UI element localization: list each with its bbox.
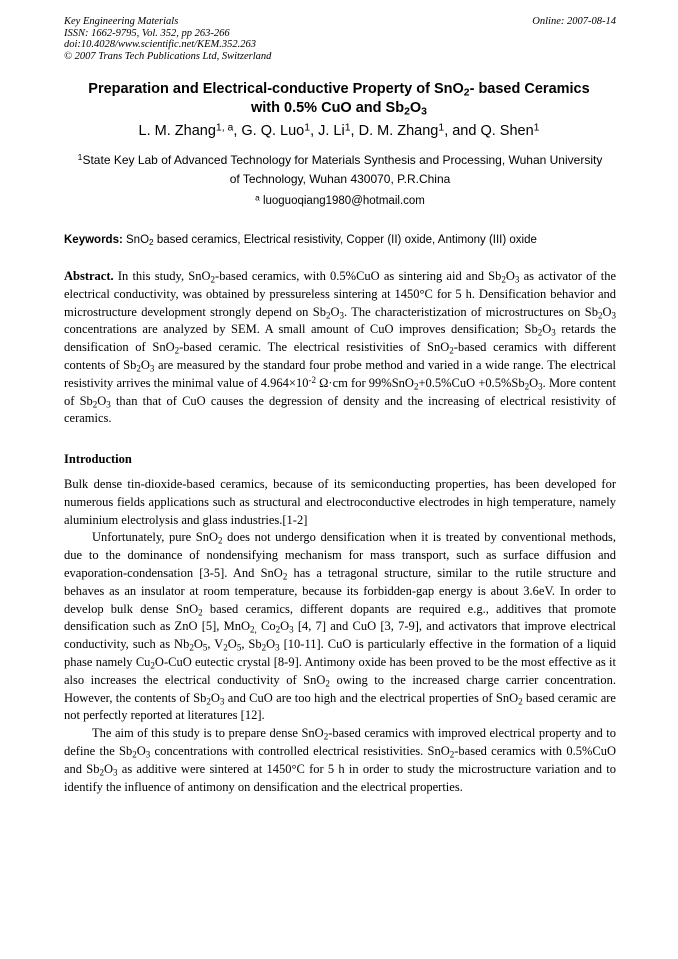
subscript: 2 xyxy=(501,274,506,285)
subscript: 3 xyxy=(113,767,118,777)
keywords: Keywords: SnO$_2$ based ceramics, Electrical resistivity, Copper (II) oxide, Antimony (III) oxide xyxy=(64,234,537,248)
paragraph xyxy=(64,529,616,725)
keywords-label: Keywords: xyxy=(64,234,123,246)
subscript: 3 xyxy=(551,327,556,338)
text-run: O xyxy=(602,304,612,319)
abstract-label: Abstract. xyxy=(64,269,114,283)
text-run: . More content of Sb xyxy=(64,375,616,408)
subscript: 3 xyxy=(611,309,616,320)
corresponding-email xyxy=(64,193,616,209)
author-list xyxy=(40,121,638,141)
title-text: Preparation and Electrical-conductive Property of SnO xyxy=(88,81,464,97)
paragraph: Bulk dense tin-dioxide-based ceramics, because of its semiconducting properties, has been developed for numerous fields applications such as structural and electroconductive electrodes in high temperature, namely aluminium electrolysis and glass industries.[1-2] xyxy=(64,477,616,527)
text-run: does not undergo densification when it is treated by conventional methods, due to the dominance of nondensifying mechanism for mass transport, such as surface diffusion and evaporation-condensation [3-5]. And SnO xyxy=(64,530,616,580)
email-address: luoguoqiang1980@hotmail.com xyxy=(262,195,425,207)
subscript: 2 xyxy=(524,381,530,392)
subscript: 3 xyxy=(289,624,294,635)
title-subscript: 2 xyxy=(463,87,470,99)
doi-line: doi:10.4028/www.scientific.net/KEM.352.263 xyxy=(64,39,256,50)
subscript: 2 xyxy=(189,642,194,653)
text-run: [10-11]. CuO is particularly effective in the formation of a liquid phase namely Cu xyxy=(64,637,617,669)
affiliation xyxy=(64,151,616,189)
text-run: concentrations with controlled electrical resistivities. SnO xyxy=(150,743,450,758)
text-run: as activator of the electrical conductivity, was obtained by pressureless sintering at 1450°C for 5 h. Densification behavior and microstructure development strongly depend on Sb xyxy=(64,269,617,319)
affiliation-line: State Key Lab of Advanced Technology for Materials Synthesis and Processing, Wuhan University xyxy=(82,153,603,167)
abstract xyxy=(64,268,616,428)
text-run: based ceramics, different dopants are required e.g., additives that promote densification such as ZnO [5], MnO xyxy=(64,601,616,634)
text-run: than that of CuO causes the degression of density and the increasing of electrical resistivity of ceramics. xyxy=(64,393,616,426)
subscript: 2 xyxy=(449,345,454,356)
author: Q. Shen$^1$ xyxy=(480,122,540,139)
text-run: based ceramic are not perfectly reported at literatures [12]. xyxy=(64,690,616,723)
journal-header xyxy=(64,16,616,62)
text-run: -based ceramics, with 0.5%CuO as sintering aid and Sb xyxy=(215,269,502,283)
text-run: as additive were sintered at 1450°C for 5 h in order to study the microstructure variation and to identify the influence of antimony on densification and the electrical properties. xyxy=(64,761,617,794)
author: D. M. Zhang$^1$, and xyxy=(358,122,481,139)
subscript: 2 xyxy=(449,749,455,760)
text-run: Unfortunately, pure SnO xyxy=(92,530,219,545)
subscript: 3 xyxy=(538,381,543,392)
text-run: retards the densification of SnO xyxy=(64,322,616,355)
text-run: -based ceramics with improved electrical property and to define the Sb xyxy=(64,726,616,758)
subscript: 2 xyxy=(325,678,330,689)
paper-title xyxy=(40,80,638,118)
affiliation-line: of Technology, Wuhan 430070, P.R.China xyxy=(229,172,451,186)
text-run: O xyxy=(529,375,539,390)
author: L. M. Zhang$^{1, a}$, xyxy=(138,122,242,139)
subscript: 2 xyxy=(206,695,211,706)
text-run: has a tetragonal structure, similar to the rutile structure and behaves as an insulator at room temperature, because its forbidden-gap energy is about 3.6eV. In order to develop bulk dense SnO xyxy=(64,565,616,616)
paragraph xyxy=(64,725,616,796)
title-text: - based Ceramics xyxy=(469,81,590,97)
subscript: 3 xyxy=(514,274,520,285)
journal-name: Key Engineering Materials xyxy=(64,16,179,27)
subscript: 2 xyxy=(323,731,329,742)
text-run: The aim of this study is to prepare dense SnO xyxy=(92,726,324,741)
subscript: 3 xyxy=(275,642,280,653)
text-run: -based ceramics with 0.5%CuO and Sb xyxy=(64,743,616,776)
subscript: 2 xyxy=(99,767,104,777)
text-run: O xyxy=(140,357,150,372)
issn-line: ISSN: 1662-9795, Vol. 352, pp 263-266 xyxy=(64,27,230,39)
text-run: O xyxy=(193,637,203,652)
subscript: 2, xyxy=(250,624,257,635)
text-run: , Sb xyxy=(241,637,262,652)
subscript: 3 xyxy=(106,398,111,409)
subscript: 2 xyxy=(413,381,419,392)
text-run: O xyxy=(104,761,114,776)
text-run: O xyxy=(330,304,340,319)
subscript: 2 xyxy=(537,327,543,338)
subscript: 2 xyxy=(518,695,523,706)
text-run: , V xyxy=(207,637,224,652)
abstract-body xyxy=(64,269,616,425)
subscript: 2 xyxy=(150,660,155,671)
text-run: are measured by the standard four probe method and varied in a wide range. The electrical resistivity arrives the minimal value of 4.964×10 xyxy=(64,357,616,390)
text-run: O xyxy=(136,743,146,758)
text-run: O xyxy=(505,269,515,283)
title-subscript: 3 xyxy=(421,106,427,118)
subscript: 2 xyxy=(174,345,180,356)
text-run: concentrations are analyzed by SEM. A small amount of CuO improves densification; Sb xyxy=(64,322,538,337)
text-run: O xyxy=(227,637,237,652)
subscript: 2 xyxy=(261,642,267,653)
subscript: 2 xyxy=(92,398,98,409)
subscript: 5 xyxy=(236,642,242,653)
subscript: 2 xyxy=(198,606,203,617)
email-mark: a xyxy=(255,193,260,203)
text-run: and CuO are too high and the electrical properties of SnO xyxy=(224,690,519,705)
author: J. Li$^1$, xyxy=(318,122,359,139)
text-run: O xyxy=(97,393,107,408)
subscript: 2 xyxy=(136,363,141,374)
subscript: 2 xyxy=(223,642,228,653)
text-run: owing to the increased charge carrier concentration. However, the contents of Sb xyxy=(64,672,616,705)
subscript: 2 xyxy=(132,749,137,760)
superscript: -2 xyxy=(308,374,316,385)
affiliation-mark: 1 xyxy=(77,152,83,163)
section-heading-introduction: Introduction xyxy=(64,452,132,466)
text-run: In this study, SnO xyxy=(113,269,211,283)
text-run: O xyxy=(266,637,276,652)
title-text: O xyxy=(409,100,422,116)
subscript: 2 xyxy=(275,624,281,635)
text-run: O xyxy=(210,690,220,705)
text-run: O xyxy=(542,322,552,337)
online-date: Online: 2007-08-14 xyxy=(532,16,616,27)
text-run: . The characteristization of microstructures on Sb xyxy=(344,304,598,319)
text-run: O-CuO eutectic crystal [8-9]. Antimony oxide has been proved to be the most effective as it also increases the electrical conductivity of SnO xyxy=(64,654,617,687)
title-text: with 0.5% CuO and Sb xyxy=(251,100,405,116)
text-run: -based ceramic. The electrical resistivities of SnO xyxy=(179,340,450,355)
copyright-line: © 2007 Trans Tech Publications Ltd, Switzerland xyxy=(64,50,272,62)
introduction-body xyxy=(64,476,616,796)
subscript: 3 xyxy=(219,695,225,706)
subscript: 3 xyxy=(339,309,345,320)
text-run: [4, 7] and CuO [3, 7-9], and activators that improve electrical conductivity, such as Nb xyxy=(64,619,616,652)
subscript: 5 xyxy=(202,642,208,653)
text-run: Ω·cm for 99%SnO xyxy=(315,375,414,390)
text-run: O xyxy=(280,619,290,634)
subscript: 3 xyxy=(149,363,155,374)
subscript: 2 xyxy=(218,535,223,546)
subscript: 2 xyxy=(325,309,331,320)
text-run: -based ceramics with different contents of Sb xyxy=(64,340,616,372)
subscript: 2 xyxy=(597,309,603,320)
title-subscript: 2 xyxy=(404,106,410,118)
subscript: 2 xyxy=(282,571,288,582)
subscript: 3 xyxy=(145,749,151,760)
text-run: +0.5%CuO +0.5%Sb xyxy=(418,375,525,390)
author: G. Q. Luo$^1$, xyxy=(241,122,319,139)
text-run: Co xyxy=(256,619,276,634)
subscript: 2 xyxy=(210,274,216,285)
